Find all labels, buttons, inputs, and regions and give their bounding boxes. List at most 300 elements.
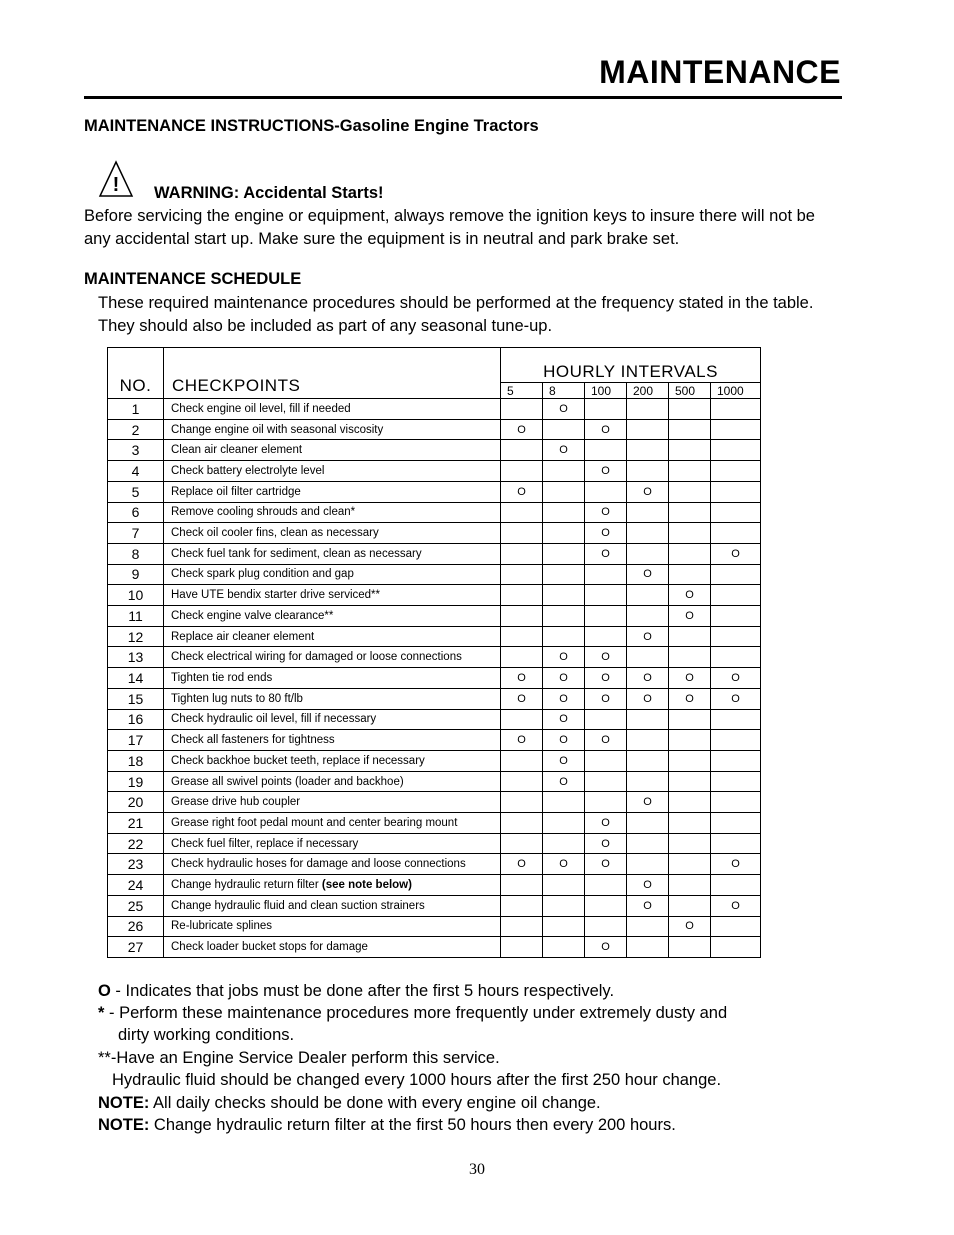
interval-mark — [669, 750, 711, 771]
interval-mark — [669, 399, 711, 420]
table-row — [108, 688, 761, 709]
note-2 — [98, 1114, 676, 1136]
interval-mark: O — [711, 668, 761, 689]
interval-mark — [543, 419, 585, 440]
interval-mark: O — [585, 730, 627, 751]
interval-mark: O — [501, 481, 543, 502]
note-1-text: All daily checks should be done with every engine oil change. — [149, 1094, 601, 1112]
checkpoint-text: Check engine valve clearance** — [171, 609, 334, 622]
interval-mark — [543, 606, 585, 627]
checkpoint-text: Check spark plug condition and gap — [171, 568, 354, 581]
checkpoint-cell — [164, 833, 501, 854]
interval-mark — [543, 833, 585, 854]
table-row — [108, 771, 761, 792]
warning-title: WARNING: Accidental Starts! — [154, 184, 384, 202]
row-number: 24 — [108, 875, 164, 896]
table-row — [108, 668, 761, 689]
interval-mark — [501, 606, 543, 627]
interval-mark — [669, 419, 711, 440]
interval-mark — [627, 523, 669, 544]
checkpoint-note: (see note below) — [321, 879, 412, 892]
row-number: 12 — [108, 626, 164, 647]
interval-mark: O — [585, 502, 627, 523]
interval-mark: O — [501, 730, 543, 751]
interval-mark — [627, 813, 669, 834]
checkpoint-text: Replace oil filter cartridge — [171, 485, 301, 498]
table-row — [108, 440, 761, 461]
checkpoint-text: Check engine oil level, fill if needed — [171, 402, 351, 415]
checkpoint-text: Grease drive hub coupler — [171, 796, 301, 809]
row-number: 17 — [108, 730, 164, 751]
legend-hydraulic: Hydraulic fluid should be changed every 1000 hours after the first 250 hour change. — [112, 1071, 722, 1089]
row-number: 16 — [108, 709, 164, 730]
interval-mark — [543, 461, 585, 482]
row-number: 5 — [108, 481, 164, 502]
interval-mark: O — [501, 419, 543, 440]
interval-mark — [585, 606, 627, 627]
interval-mark — [501, 937, 543, 958]
table-row — [108, 895, 761, 916]
interval-mark — [711, 502, 761, 523]
table-row — [108, 543, 761, 564]
row-number: 19 — [108, 771, 164, 792]
interval-mark — [501, 440, 543, 461]
interval-header: 200 — [627, 383, 669, 399]
interval-mark: O — [627, 668, 669, 689]
interval-mark — [669, 792, 711, 813]
instructions-heading: MAINTENANCE INSTRUCTIONS-Gasoline Engine Tractors — [84, 117, 539, 135]
interval-mark — [711, 481, 761, 502]
checkpoint-cell — [164, 647, 501, 668]
checkpoint-text: Grease all swivel points (loader and backhoe) — [171, 775, 404, 788]
checkpoint-cell — [164, 916, 501, 937]
interval-mark — [627, 543, 669, 564]
table-row — [108, 833, 761, 854]
warning-glyph: ! — [112, 174, 120, 196]
checkpoint-cell — [164, 606, 501, 627]
checkpoint-text: Change engine oil with seasonal viscosity — [171, 423, 384, 436]
interval-mark — [585, 709, 627, 730]
note-2-label: NOTE: — [98, 1116, 150, 1134]
checkpoint-text: Check oil cooler fins, clean as necessary — [171, 527, 379, 540]
interval-mark — [627, 771, 669, 792]
interval-mark: O — [585, 854, 627, 875]
checkpoint-cell — [164, 585, 501, 606]
interval-mark — [543, 875, 585, 896]
interval-mark — [627, 937, 669, 958]
interval-mark — [501, 895, 543, 916]
interval-mark — [501, 543, 543, 564]
interval-mark — [627, 647, 669, 668]
interval-mark — [711, 750, 761, 771]
interval-mark — [669, 502, 711, 523]
warning-triangle-icon — [98, 160, 134, 198]
interval-mark — [669, 440, 711, 461]
interval-mark: O — [627, 688, 669, 709]
interval-mark: O — [585, 543, 627, 564]
row-number: 6 — [108, 502, 164, 523]
interval-mark — [711, 461, 761, 482]
note-1-label: NOTE: — [98, 1094, 150, 1112]
table-row — [108, 750, 761, 771]
interval-mark — [669, 771, 711, 792]
interval-mark — [669, 813, 711, 834]
checkpoint-cell — [164, 399, 501, 420]
interval-mark: O — [543, 709, 585, 730]
interval-mark — [627, 730, 669, 751]
interval-mark — [711, 523, 761, 544]
row-number: 10 — [108, 585, 164, 606]
checkpoint-cell — [164, 688, 501, 709]
interval-mark — [669, 626, 711, 647]
interval-mark — [627, 419, 669, 440]
interval-mark — [669, 854, 711, 875]
interval-mark — [669, 543, 711, 564]
row-number: 2 — [108, 419, 164, 440]
checkpoint-text: Check hydraulic hoses for damage and loose connections — [171, 858, 466, 871]
interval-mark: O — [669, 688, 711, 709]
maintenance-schedule-table — [107, 347, 761, 958]
interval-mark — [543, 626, 585, 647]
interval-mark: O — [627, 564, 669, 585]
interval-header: 500 — [669, 383, 711, 399]
interval-mark — [501, 502, 543, 523]
interval-mark — [501, 833, 543, 854]
note-2-text: Change hydraulic return filter at the first 50 hours then every 200 hours. — [149, 1116, 676, 1134]
interval-mark — [585, 585, 627, 606]
interval-mark — [627, 606, 669, 627]
interval-mark — [669, 895, 711, 916]
checkpoint-text: Check backhoe bucket teeth, replace if necessary — [171, 754, 425, 767]
interval-mark — [627, 461, 669, 482]
row-number: 23 — [108, 854, 164, 875]
row-number: 1 — [108, 399, 164, 420]
interval-mark: O — [585, 647, 627, 668]
row-number: 9 — [108, 564, 164, 585]
legend-star — [98, 1002, 818, 1024]
interval-mark — [543, 916, 585, 937]
interval-mark — [711, 564, 761, 585]
checkpoint-text: Check fuel filter, replace if necessary — [171, 837, 359, 850]
interval-mark — [711, 771, 761, 792]
interval-mark — [501, 875, 543, 896]
checkpoint-text: Change hydraulic return filter — [171, 879, 322, 892]
checkpoint-text: Tighten tie rod ends — [171, 671, 273, 684]
interval-mark — [585, 750, 627, 771]
interval-mark: O — [711, 854, 761, 875]
checkpoint-text: Have UTE bendix starter drive serviced** — [171, 589, 380, 602]
interval-mark: O — [585, 419, 627, 440]
interval-mark — [711, 585, 761, 606]
table-row — [108, 916, 761, 937]
interval-mark: O — [669, 606, 711, 627]
interval-mark — [501, 626, 543, 647]
checkpoint-text: Check loader bucket stops for damage — [171, 941, 368, 954]
note-1 — [98, 1092, 601, 1114]
checkpoint-cell — [164, 709, 501, 730]
row-number: 27 — [108, 937, 164, 958]
table-row — [108, 626, 761, 647]
page-number: 30 — [469, 1161, 485, 1178]
schedule-text: These required maintenance procedures should be performed at the frequency stated in the table. They should also be included as part of any seasonal tune-up. — [98, 294, 814, 335]
interval-mark — [585, 792, 627, 813]
interval-mark — [501, 564, 543, 585]
table-row — [108, 854, 761, 875]
table-row — [108, 606, 761, 627]
interval-mark: O — [585, 937, 627, 958]
interval-mark — [711, 419, 761, 440]
interval-mark — [711, 833, 761, 854]
table-row — [108, 461, 761, 482]
checkpoint-text: Check fuel tank for sediment, clean as necessary — [171, 547, 422, 560]
legend-o-symbol: O — [98, 982, 111, 1000]
table-row — [108, 813, 761, 834]
interval-mark — [627, 833, 669, 854]
interval-mark — [627, 709, 669, 730]
warning-text: Before servicing the engine or equipment, always remove the ignition keys to insure there will not be any accidental start up. Make sure the equipment is in neutral and park brake set. — [84, 207, 815, 248]
row-number: 20 — [108, 792, 164, 813]
checkpoint-cell — [164, 875, 501, 896]
interval-mark: O — [627, 895, 669, 916]
interval-mark: O — [543, 440, 585, 461]
interval-mark — [585, 481, 627, 502]
legend-double-star: **-Have an Engine Service Dealer perform this service. — [98, 1049, 500, 1067]
checkpoint-text: Replace air cleaner element — [171, 630, 315, 643]
interval-mark — [543, 502, 585, 523]
interval-mark — [501, 523, 543, 544]
interval-mark — [543, 585, 585, 606]
interval-mark: O — [585, 833, 627, 854]
interval-mark: O — [627, 481, 669, 502]
checkpoint-cell — [164, 668, 501, 689]
legend-o-text: - Indicates that jobs must be done after the first 5 hours respectively. — [110, 982, 615, 1000]
interval-mark: O — [711, 688, 761, 709]
checkpoint-cell — [164, 419, 501, 440]
table-row — [108, 937, 761, 958]
interval-mark: O — [627, 875, 669, 896]
interval-mark: O — [585, 668, 627, 689]
legend-star-text: - Perform these maintenance procedures more frequently under extremely dusty and — [104, 1004, 728, 1022]
interval-mark — [585, 564, 627, 585]
interval-mark: O — [543, 399, 585, 420]
interval-mark: O — [543, 647, 585, 668]
legend-o — [98, 980, 614, 1002]
checkpoint-cell — [164, 750, 501, 771]
interval-mark: O — [711, 895, 761, 916]
checkpoint-text: Check hydraulic oil level, fill if necessary — [171, 713, 377, 726]
checkpoint-text: Grease right foot pedal mount and center bearing mount — [171, 816, 458, 829]
interval-mark — [585, 626, 627, 647]
interval-header: 8 — [543, 383, 585, 399]
table-row — [108, 419, 761, 440]
interval-mark — [543, 895, 585, 916]
interval-mark — [543, 937, 585, 958]
interval-mark: O — [543, 771, 585, 792]
interval-mark — [627, 916, 669, 937]
interval-mark: O — [543, 668, 585, 689]
interval-mark — [501, 792, 543, 813]
interval-mark — [711, 399, 761, 420]
interval-mark: O — [711, 543, 761, 564]
checkpoint-cell — [164, 502, 501, 523]
interval-mark — [543, 792, 585, 813]
interval-mark — [669, 875, 711, 896]
checkpoint-cell — [164, 937, 501, 958]
row-number: 14 — [108, 668, 164, 689]
interval-header: 5 — [501, 383, 543, 399]
interval-header: 100 — [585, 383, 627, 399]
interval-mark — [543, 523, 585, 544]
row-number: 18 — [108, 750, 164, 771]
checkpoint-cell — [164, 440, 501, 461]
schedule-heading: MAINTENANCE SCHEDULE — [84, 270, 302, 288]
interval-mark: O — [585, 523, 627, 544]
interval-mark — [711, 937, 761, 958]
interval-mark — [711, 709, 761, 730]
interval-mark: O — [627, 626, 669, 647]
interval-header: 1000 — [711, 383, 761, 399]
interval-mark — [501, 461, 543, 482]
checkpoint-text: Tighten lug nuts to 80 ft/lb — [171, 692, 303, 705]
checkpoint-cell — [164, 481, 501, 502]
table-row — [108, 875, 761, 896]
table-row — [108, 399, 761, 420]
row-number: 4 — [108, 461, 164, 482]
interval-mark — [669, 730, 711, 751]
checkpoint-text: Remove cooling shrouds and clean* — [171, 506, 356, 519]
interval-mark: O — [501, 854, 543, 875]
checkpoint-cell — [164, 543, 501, 564]
table-row — [108, 585, 761, 606]
row-number: 22 — [108, 833, 164, 854]
interval-mark: O — [669, 668, 711, 689]
row-number: 26 — [108, 916, 164, 937]
interval-mark — [711, 792, 761, 813]
table-row — [108, 647, 761, 668]
row-number: 15 — [108, 688, 164, 709]
interval-mark — [501, 709, 543, 730]
interval-mark — [627, 502, 669, 523]
checkpoint-cell — [164, 895, 501, 916]
title-rule — [84, 96, 842, 99]
interval-mark: O — [627, 792, 669, 813]
table-row — [108, 792, 761, 813]
checkpoint-cell — [164, 854, 501, 875]
interval-mark — [627, 440, 669, 461]
header-hourly-intervals: HOURLY INTERVALS — [501, 348, 761, 383]
row-number: 3 — [108, 440, 164, 461]
checkpoint-cell — [164, 523, 501, 544]
interval-mark — [627, 585, 669, 606]
legend-star-symbol: * — [98, 1004, 105, 1022]
table-row — [108, 564, 761, 585]
interval-mark: O — [585, 461, 627, 482]
checkpoint-cell — [164, 730, 501, 751]
interval-mark — [585, 895, 627, 916]
interval-mark — [711, 647, 761, 668]
table-row — [108, 730, 761, 751]
interval-mark: O — [585, 813, 627, 834]
interval-mark — [501, 916, 543, 937]
table-row — [108, 481, 761, 502]
checkpoint-cell — [164, 771, 501, 792]
interval-mark — [711, 875, 761, 896]
interval-mark: O — [543, 854, 585, 875]
interval-mark — [501, 750, 543, 771]
header-checkpoints: CHECKPOINTS — [164, 348, 501, 399]
interval-mark: O — [501, 668, 543, 689]
interval-mark — [711, 606, 761, 627]
interval-mark — [669, 937, 711, 958]
interval-mark — [669, 523, 711, 544]
interval-mark — [501, 585, 543, 606]
checkpoint-cell — [164, 626, 501, 647]
interval-mark: O — [585, 688, 627, 709]
interval-mark — [585, 875, 627, 896]
checkpoint-cell — [164, 564, 501, 585]
checkpoint-cell — [164, 792, 501, 813]
header-no: NO. — [108, 348, 164, 399]
interval-mark — [669, 647, 711, 668]
interval-mark — [501, 399, 543, 420]
checkpoint-cell — [164, 813, 501, 834]
interval-mark: O — [669, 585, 711, 606]
interval-mark — [585, 916, 627, 937]
interval-mark: O — [501, 688, 543, 709]
interval-mark — [669, 709, 711, 730]
page-title: MAINTENANCE — [599, 54, 841, 90]
legend-star-cont: dirty working conditions. — [118, 1026, 295, 1044]
checkpoint-text: Check electrical wiring for damaged or loose connections — [171, 651, 462, 664]
interval-mark — [627, 854, 669, 875]
interval-mark: O — [543, 750, 585, 771]
row-number: 11 — [108, 606, 164, 627]
interval-mark — [711, 730, 761, 751]
table-row — [108, 523, 761, 544]
interval-mark — [543, 481, 585, 502]
interval-mark — [711, 813, 761, 834]
checkpoint-text: Clean air cleaner element — [171, 444, 303, 457]
checkpoint-cell — [164, 461, 501, 482]
row-number: 21 — [108, 813, 164, 834]
interval-mark — [501, 647, 543, 668]
interval-mark — [543, 543, 585, 564]
row-number: 7 — [108, 523, 164, 544]
checkpoint-text: Check battery electrolyte level — [171, 464, 325, 477]
interval-mark — [501, 813, 543, 834]
checkpoint-text: Re-lubricate splines — [171, 920, 272, 933]
interval-mark — [669, 564, 711, 585]
row-number: 13 — [108, 647, 164, 668]
interval-mark — [669, 481, 711, 502]
interval-mark — [543, 813, 585, 834]
checkpoint-text: Check all fasteners for tightness — [171, 734, 335, 747]
interval-mark: O — [543, 688, 585, 709]
interval-mark — [585, 399, 627, 420]
table-row — [108, 502, 761, 523]
interval-mark — [585, 440, 627, 461]
row-number: 25 — [108, 895, 164, 916]
row-number: 8 — [108, 543, 164, 564]
interval-mark — [501, 771, 543, 792]
interval-mark — [627, 750, 669, 771]
interval-mark — [711, 626, 761, 647]
interval-mark: O — [669, 916, 711, 937]
interval-mark — [711, 440, 761, 461]
interval-mark — [627, 399, 669, 420]
interval-mark — [711, 916, 761, 937]
interval-mark — [585, 771, 627, 792]
